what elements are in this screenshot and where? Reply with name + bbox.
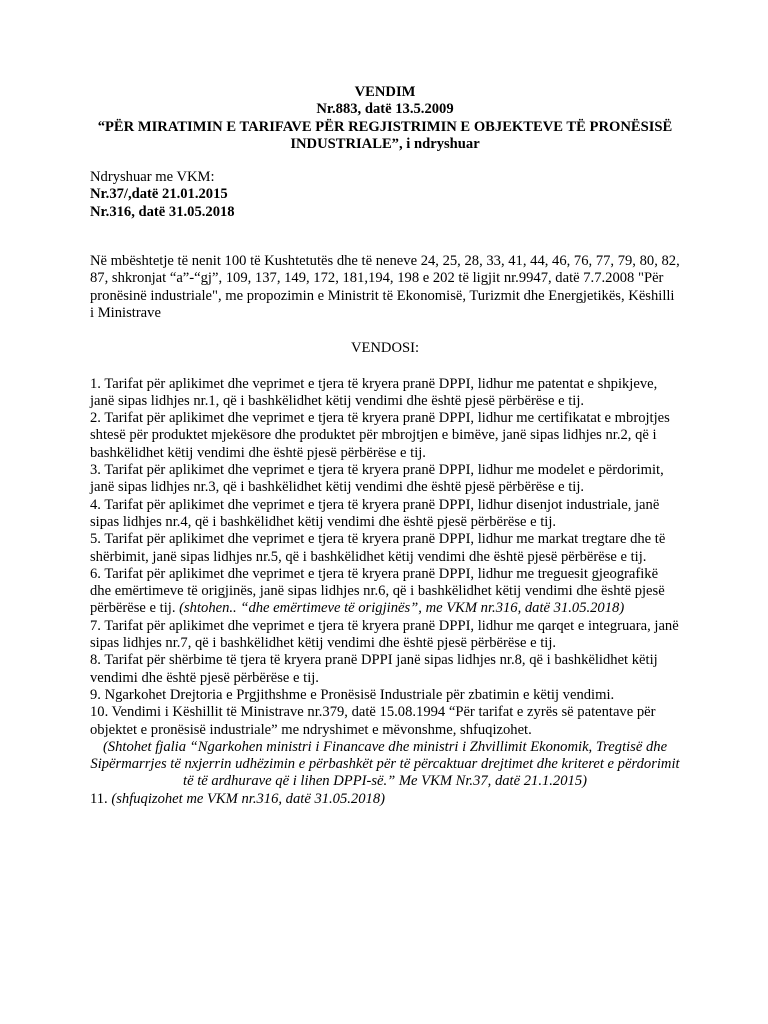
article-4: 4. Tarifat për aplikimet dhe veprimet e tjera të kryera pranë DPPI, lidhur disenjot industriale, janë sipas lidhjes nr.4, që i bashkëlidhet këtij vendimi dhe është pjesë përbërëse e tij.	[90, 496, 660, 530]
title-amended-suffix: , i ndryshuar	[398, 135, 480, 152]
article-8: 8. Tarifat për shërbime të tjera të kryera pranë DPPI janë sipas lidhjes nr.8, që i bashkëlidhet këtij vendimi dhe është pjesë përbërëse e tij.	[90, 652, 658, 686]
article-7: 7. Tarifat për aplikimet dhe veprimet e tjera të kryera pranë DPPI, lidhur me qarqet e integruara, janë sipas lidhjes nr.7, që i bashkëlidhet këtij vendimi dhe është pjesë përbërëse e tij.	[90, 617, 679, 652]
article-10-amendment-note: (Shtohet fjalia “Ngarkohen ministri i Financave dhe ministri i Zhvillimit Ekonomik, Tregtisë dhe Sipërmarrjes të nxjerrin udhëzimin e përbashkët për të përcaktuar drejtimet dhe kriteret e përdorimit të të ardhurave që i lihen DPPI-së.” Me VKM Nr.37, datë 21.1.2015)	[90, 738, 680, 790]
document-title	[90, 84, 680, 153]
article-6-text: 6. Tarifat për aplikimet dhe veprimet e tjera të kryera pranë DPPI, lidhur me treguesit gjeografikë dhe emërtimeve të origjinës, janë sipas lidhjes nr.6, që i bashkëlidhet këtij vendimi dhe është pjesë përbërëse e tij.	[90, 565, 665, 617]
article-6	[90, 566, 680, 618]
amendment-item: Nr.37/,datë 21.01.2015	[90, 186, 228, 203]
title-number-date: Nr.883, datë 13.5.2009	[316, 101, 454, 118]
amendments-label: Ndryshuar me VKM:	[90, 169, 215, 186]
amendments-block	[90, 169, 680, 221]
article-5: 5. Tarifat për aplikimet dhe veprimet e tjera të kryera pranë DPPI, lidhur me markat tregtare dhe të shërbimit, janë sipas lidhjes nr.5, që i bashkëlidhet këtij vendimi dhe është pjesë përbërëse e tij.	[90, 531, 666, 565]
amendment-item: Nr.316, datë 31.05.2018	[90, 203, 235, 220]
vendosi-heading: VENDOSI:	[350, 340, 420, 357]
title-subject: “PËR MIRATIMIN E TARIFAVE PËR REGJISTRIMIN E OBJEKTEVE TË PRONËSISË	[97, 118, 673, 135]
title-vendim: VENDIM	[354, 84, 416, 100]
article-10: 10. Vendimi i Këshillit të Ministrave nr.379, datë 15.08.1994 “Për tarifat e zyrës së patentave për objektet e pronësisë industriale” me ndryshimet e mëvonshme, shfuqizohet.	[90, 704, 656, 738]
article-1: 1. Tarifat për aplikimet dhe veprimet e tjera të kryera pranë DPPI, lidhur me patentat e shpikjeve, janë sipas lidhjes nr.1, që i bashkëlidhet këtij vendimi dhe është pjesë përbërëse e tij.	[90, 375, 658, 409]
preamble: Në mbështetje të nenit 100 të Kushtetutës dhe të neneve 24, 25, 28, 33, 41, 44, 46, 76, 77, 79, 80, 82, 87, shkronjat “a”-“gj”, 109, 137, 149, 172, 181,194, 198 e 202 të ligjit nr.9947, datë 7.7.2008 "Për pronësinë industriale", me propozimin e Ministrit të Ekonomisë, Turizmit dhe Energjetikës, Këshilli i Ministrave	[90, 253, 680, 321]
article-9: 9. Ngarkohet Drejtoria e Prgjithshme e Pronësisë Industriale për zbatimin e këtij vendimi.	[90, 686, 615, 703]
document-page	[90, 84, 680, 808]
title-subject-end	[90, 136, 680, 153]
articles-list	[90, 376, 680, 808]
article-11-number: 11.	[90, 790, 112, 807]
article-3: 3. Tarifat për aplikimet dhe veprimet e tjera të kryera pranë DPPI, lidhur me modelet e përdorimit, janë sipas lidhjes nr.3, që i bashkëlidhet këtij vendimi dhe është pjesë përbërëse e tij.	[90, 462, 664, 496]
article-11	[90, 791, 680, 808]
title-subject-end-bold: INDUSTRIALE”	[290, 135, 399, 152]
article-6-amendment-note: (shtohen.. “dhe emërtimeve të origjinës”, me VKM nr.316, datë 31.05.2018)	[179, 600, 625, 617]
article-11-repeal-note: (shfuqizohet me VKM nr.316, datë 31.05.2018)	[111, 790, 385, 807]
article-2: 2. Tarifat për aplikimet dhe veprimet e tjera të kryera pranë DPPI, lidhur me certifikatat e mbrojtjes shtesë për produktet mjekësore dhe produktet për mbrojtjen e bimëve, janë sipas lidhjes nr.2, që i bashkëlidhet këtij vendimi dhe është pjesë përbërëse e tij.	[90, 410, 670, 461]
